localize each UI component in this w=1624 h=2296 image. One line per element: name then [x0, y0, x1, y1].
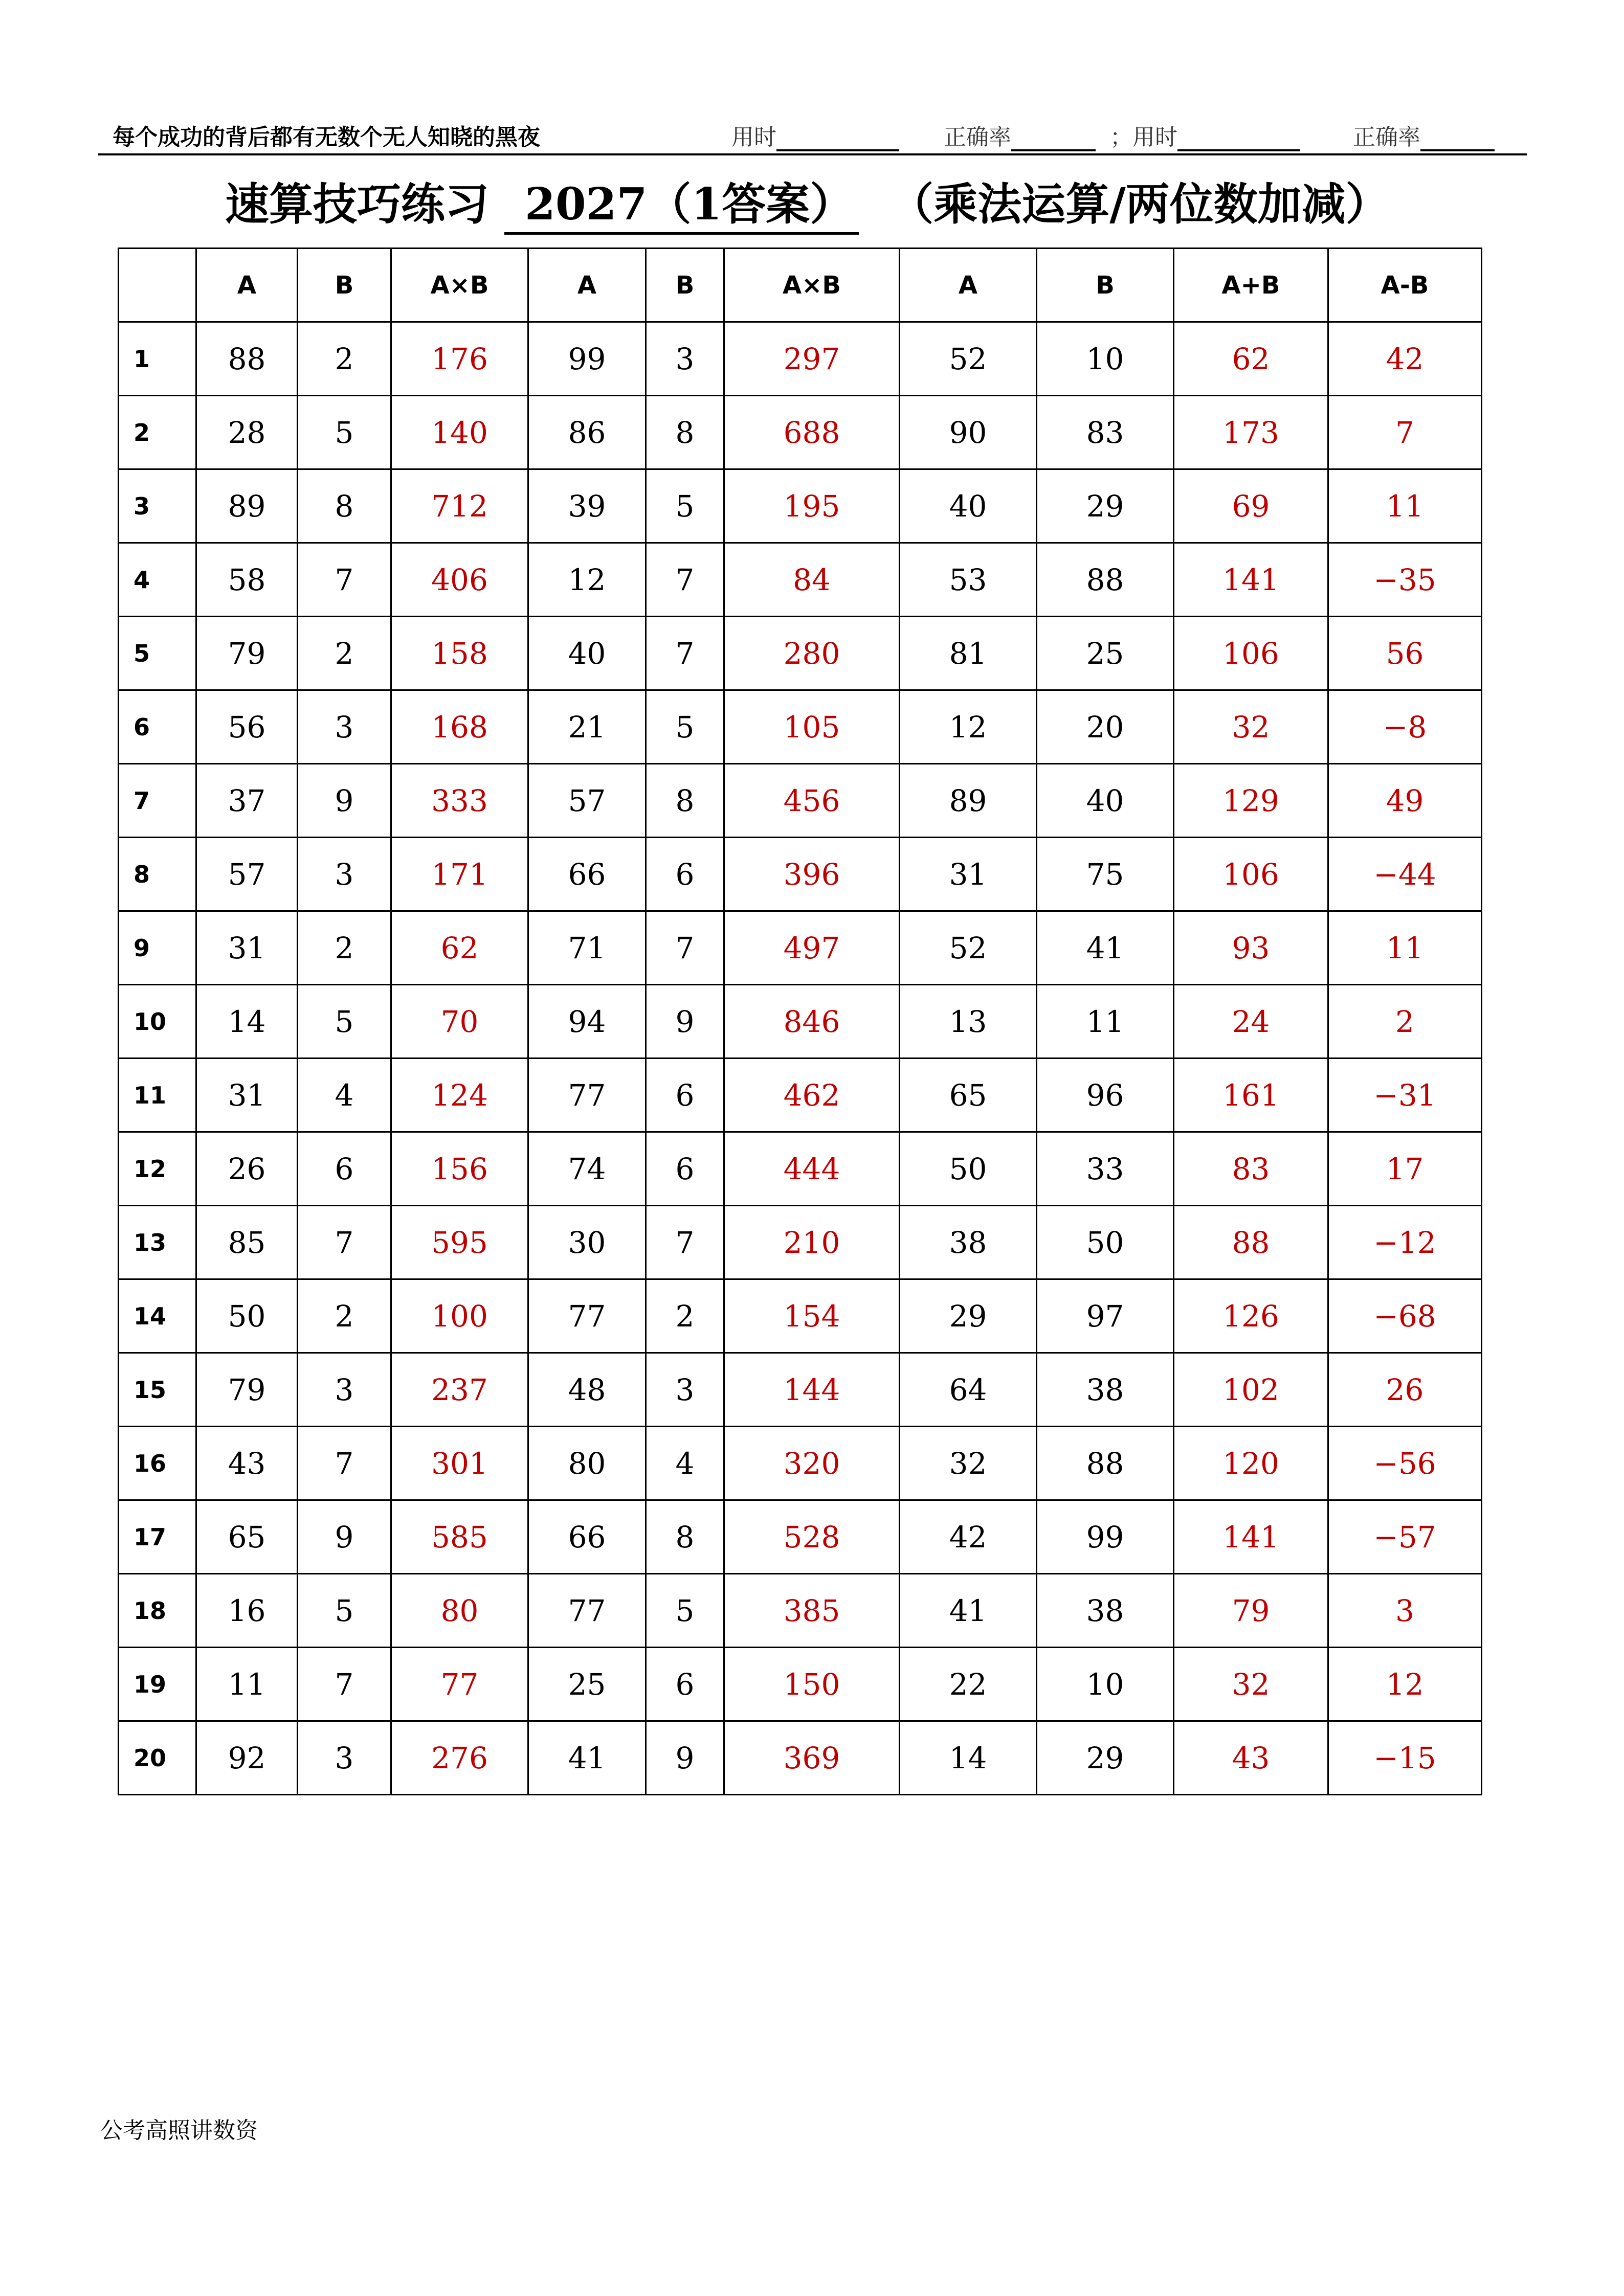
operand-b-cell: 8 [298, 469, 391, 543]
operand-a-cell: 14 [196, 985, 298, 1059]
operand-b-cell: 99 [1037, 1500, 1174, 1574]
title-main: 速算技巧练习 [225, 178, 489, 230]
row-index-cell: 15 [119, 1353, 196, 1427]
operand-b-cell: 7 [298, 1206, 391, 1279]
operand-b-cell: 29 [1037, 469, 1174, 543]
product-answer-cell: 210 [724, 1206, 900, 1279]
row-index-cell: 11 [119, 1059, 196, 1132]
operand-b-cell: 7 [646, 911, 724, 985]
operand-a-cell: 90 [900, 396, 1037, 469]
operand-a-cell: 12 [528, 543, 646, 617]
sum-answer-cell: 129 [1174, 764, 1328, 838]
title-code: 2027（1答案） [504, 169, 859, 235]
product-answer-cell: 396 [724, 838, 900, 911]
difference-answer-cell: −57 [1328, 1500, 1482, 1574]
time-field-1 [731, 119, 899, 151]
product-answer-cell: 846 [724, 985, 900, 1059]
operand-a-cell: 65 [196, 1500, 298, 1574]
time-label-2: ；用时 [1110, 124, 1177, 150]
product-answer-cell: 77 [391, 1648, 528, 1721]
table-row [119, 396, 1482, 469]
operand-b-cell: 7 [646, 1206, 724, 1279]
operand-b-cell: 4 [298, 1059, 391, 1132]
operand-b-cell: 2 [646, 1279, 724, 1353]
row-index-cell: 5 [119, 617, 196, 690]
product-answer-cell: 171 [391, 838, 528, 911]
accuracy-field-2 [1353, 119, 1495, 151]
sum-answer-cell: 141 [1174, 543, 1328, 617]
operand-a-cell: 99 [528, 322, 646, 396]
operand-b-cell: 97 [1037, 1279, 1174, 1353]
operand-a-cell: 52 [900, 322, 1037, 396]
row-index-cell: 14 [119, 1279, 196, 1353]
product-answer-cell: 237 [391, 1353, 528, 1427]
accuracy-label-2: 正确率 [1353, 124, 1420, 150]
operand-a-cell: 37 [196, 764, 298, 838]
difference-answer-cell: 11 [1328, 469, 1482, 543]
operand-a-cell: 26 [196, 1132, 298, 1206]
table-row [119, 1059, 1482, 1132]
sum-answer-cell: 62 [1174, 322, 1328, 396]
operand-b-cell: 9 [646, 1721, 724, 1795]
table-row [119, 1353, 1482, 1427]
operand-a-cell: 32 [900, 1427, 1037, 1500]
operand-b-cell: 8 [646, 764, 724, 838]
operand-a-cell: 30 [528, 1206, 646, 1279]
operand-b-cell: 10 [1037, 322, 1174, 396]
operand-a-cell: 31 [900, 838, 1037, 911]
operand-a-cell: 85 [196, 1206, 298, 1279]
row-index-cell: 9 [119, 911, 196, 985]
operand-a-cell: 43 [196, 1427, 298, 1500]
table-row [119, 690, 1482, 764]
row-index-cell: 17 [119, 1500, 196, 1574]
operand-a-cell: 28 [196, 396, 298, 469]
product-answer-cell: 595 [391, 1206, 528, 1279]
operand-b-cell: 11 [1037, 985, 1174, 1059]
operand-a-cell: 64 [900, 1353, 1037, 1427]
difference-answer-cell: −12 [1328, 1206, 1482, 1279]
operand-b-cell: 29 [1037, 1721, 1174, 1795]
product-answer-cell: 150 [724, 1648, 900, 1721]
row-index-cell: 13 [119, 1206, 196, 1279]
sum-answer-cell: 126 [1174, 1279, 1328, 1353]
product-answer-cell: 301 [391, 1427, 528, 1500]
sum-answer-cell: 106 [1174, 617, 1328, 690]
product-answer-cell: 158 [391, 617, 528, 690]
product-answer-cell: 462 [724, 1059, 900, 1132]
table-row [119, 1427, 1482, 1500]
difference-answer-cell: −8 [1328, 690, 1482, 764]
difference-answer-cell: −15 [1328, 1721, 1482, 1795]
sum-answer-cell: 79 [1174, 1574, 1328, 1648]
operand-a-cell: 48 [528, 1353, 646, 1427]
operand-b-cell: 75 [1037, 838, 1174, 911]
accuracy-blank-1[interactable] [1011, 128, 1096, 151]
time-label-1: 用时 [731, 124, 776, 150]
operand-a-cell: 29 [900, 1279, 1037, 1353]
row-index-cell: 4 [119, 543, 196, 617]
operand-b-cell: 8 [646, 396, 724, 469]
operand-a-cell: 57 [196, 838, 298, 911]
row-index-cell: 6 [119, 690, 196, 764]
page-title [225, 169, 1390, 235]
difference-answer-cell: 17 [1328, 1132, 1482, 1206]
operand-b-cell: 3 [298, 838, 391, 911]
difference-answer-cell: 26 [1328, 1353, 1482, 1427]
header-product: A×B [391, 249, 528, 322]
table-row [119, 985, 1482, 1059]
accuracy-blank-2[interactable] [1420, 128, 1495, 151]
product-answer-cell: 456 [724, 764, 900, 838]
header-difference: A-B [1328, 249, 1482, 322]
header-b: B [298, 249, 391, 322]
sum-answer-cell: 106 [1174, 838, 1328, 911]
operand-a-cell: 42 [900, 1500, 1037, 1574]
operand-a-cell: 58 [196, 543, 298, 617]
header-b: B [1037, 249, 1174, 322]
product-answer-cell: 105 [724, 690, 900, 764]
operand-a-cell: 92 [196, 1721, 298, 1795]
operand-b-cell: 3 [298, 1353, 391, 1427]
operand-b-cell: 6 [646, 1648, 724, 1721]
accuracy-field-1 [944, 119, 1096, 151]
product-answer-cell: 140 [391, 396, 528, 469]
operand-b-cell: 5 [646, 690, 724, 764]
sum-answer-cell: 161 [1174, 1059, 1328, 1132]
product-answer-cell: 276 [391, 1721, 528, 1795]
operand-a-cell: 39 [528, 469, 646, 543]
sum-answer-cell: 88 [1174, 1206, 1328, 1279]
operand-a-cell: 12 [900, 690, 1037, 764]
product-answer-cell: 688 [724, 396, 900, 469]
operand-b-cell: 5 [646, 1574, 724, 1648]
operand-b-cell: 88 [1037, 1427, 1174, 1500]
table-row [119, 543, 1482, 617]
operand-a-cell: 71 [528, 911, 646, 985]
difference-answer-cell: −35 [1328, 543, 1482, 617]
operand-b-cell: 2 [298, 322, 391, 396]
title-suffix: （乘法运算/两位数加减） [889, 178, 1390, 230]
product-answer-cell: 154 [724, 1279, 900, 1353]
operand-a-cell: 89 [900, 764, 1037, 838]
operand-b-cell: 3 [646, 1353, 724, 1427]
operand-a-cell: 77 [528, 1059, 646, 1132]
sum-answer-cell: 83 [1174, 1132, 1328, 1206]
difference-answer-cell: −31 [1328, 1059, 1482, 1132]
operand-b-cell: 5 [298, 985, 391, 1059]
operand-a-cell: 56 [196, 690, 298, 764]
time-blank-1[interactable] [776, 128, 899, 151]
difference-answer-cell: 56 [1328, 617, 1482, 690]
operand-b-cell: 5 [298, 1574, 391, 1648]
operand-b-cell: 2 [298, 617, 391, 690]
operand-b-cell: 5 [646, 469, 724, 543]
operand-a-cell: 79 [196, 1353, 298, 1427]
operand-b-cell: 7 [646, 543, 724, 617]
header-a: A [196, 249, 298, 322]
operand-b-cell: 88 [1037, 543, 1174, 617]
operand-b-cell: 25 [1037, 617, 1174, 690]
difference-answer-cell: −44 [1328, 838, 1482, 911]
difference-answer-cell: 3 [1328, 1574, 1482, 1648]
operand-b-cell: 7 [646, 617, 724, 690]
product-answer-cell: 712 [391, 469, 528, 543]
row-index-cell: 10 [119, 985, 196, 1059]
operand-a-cell: 41 [528, 1721, 646, 1795]
operand-b-cell: 6 [646, 1132, 724, 1206]
motto-text: 每个成功的背后都有无数个无人知晓的黑夜 [113, 124, 540, 150]
operand-a-cell: 57 [528, 764, 646, 838]
header-b: B [646, 249, 724, 322]
sum-answer-cell: 24 [1174, 985, 1328, 1059]
operand-b-cell: 7 [298, 1648, 391, 1721]
operand-a-cell: 88 [196, 322, 298, 396]
operand-a-cell: 80 [528, 1427, 646, 1500]
operand-b-cell: 33 [1037, 1132, 1174, 1206]
operand-a-cell: 89 [196, 469, 298, 543]
operand-a-cell: 40 [900, 469, 1037, 543]
operand-a-cell: 77 [528, 1279, 646, 1353]
difference-answer-cell: −56 [1328, 1427, 1482, 1500]
operand-a-cell: 53 [900, 543, 1037, 617]
row-index-cell: 19 [119, 1648, 196, 1721]
difference-answer-cell: 7 [1328, 396, 1482, 469]
product-answer-cell: 369 [724, 1721, 900, 1795]
header-a: A [900, 249, 1037, 322]
sum-answer-cell: 43 [1174, 1721, 1328, 1795]
sum-answer-cell: 141 [1174, 1500, 1328, 1574]
header-a: A [528, 249, 646, 322]
footer-text: 公考高照讲数资 [100, 2118, 258, 2144]
operand-b-cell: 3 [646, 322, 724, 396]
row-index-cell: 1 [119, 322, 196, 396]
row-index-cell: 7 [119, 764, 196, 838]
table-row [119, 1279, 1482, 1353]
table-row [119, 1132, 1482, 1206]
operand-a-cell: 52 [900, 911, 1037, 985]
operand-b-cell: 6 [298, 1132, 391, 1206]
product-answer-cell: 80 [391, 1574, 528, 1648]
row-index-cell: 20 [119, 1721, 196, 1795]
operand-b-cell: 40 [1037, 764, 1174, 838]
table-header-row [119, 249, 1482, 322]
product-answer-cell: 528 [724, 1500, 900, 1574]
product-answer-cell: 385 [724, 1574, 900, 1648]
operand-a-cell: 21 [528, 690, 646, 764]
sum-answer-cell: 32 [1174, 1648, 1328, 1721]
product-answer-cell: 144 [724, 1353, 900, 1427]
operand-b-cell: 7 [298, 543, 391, 617]
row-index-cell: 8 [119, 838, 196, 911]
table-row [119, 764, 1482, 838]
product-answer-cell: 84 [724, 543, 900, 617]
operand-a-cell: 79 [196, 617, 298, 690]
product-answer-cell: 124 [391, 1059, 528, 1132]
accuracy-label-1: 正确率 [944, 124, 1011, 150]
operand-b-cell: 3 [298, 690, 391, 764]
table-row [119, 1500, 1482, 1574]
difference-answer-cell: 42 [1328, 322, 1482, 396]
product-answer-cell: 497 [724, 911, 900, 985]
product-answer-cell: 585 [391, 1500, 528, 1574]
difference-answer-cell: 49 [1328, 764, 1482, 838]
table-row [119, 322, 1482, 396]
operand-a-cell: 50 [196, 1279, 298, 1353]
product-answer-cell: 100 [391, 1279, 528, 1353]
operand-a-cell: 74 [528, 1132, 646, 1206]
operand-b-cell: 96 [1037, 1059, 1174, 1132]
operand-a-cell: 13 [900, 985, 1037, 1059]
operand-a-cell: 40 [528, 617, 646, 690]
operand-b-cell: 8 [646, 1500, 724, 1574]
operand-a-cell: 81 [900, 617, 1037, 690]
sum-answer-cell: 69 [1174, 469, 1328, 543]
row-index-cell: 12 [119, 1132, 196, 1206]
product-answer-cell: 297 [724, 322, 900, 396]
sum-answer-cell: 32 [1174, 690, 1328, 764]
operand-b-cell: 9 [646, 985, 724, 1059]
time-field-2 [1110, 119, 1300, 151]
header-sum: A+B [1174, 249, 1328, 322]
operand-b-cell: 9 [298, 764, 391, 838]
operand-a-cell: 50 [900, 1132, 1037, 1206]
table-row [119, 1574, 1482, 1648]
row-index-cell: 3 [119, 469, 196, 543]
operand-a-cell: 11 [196, 1648, 298, 1721]
product-answer-cell: 70 [391, 985, 528, 1059]
product-answer-cell: 62 [391, 911, 528, 985]
operand-a-cell: 25 [528, 1648, 646, 1721]
time-blank-2[interactable] [1177, 128, 1300, 151]
sum-answer-cell: 93 [1174, 911, 1328, 985]
practice-table [118, 247, 1482, 1795]
product-answer-cell: 444 [724, 1132, 900, 1206]
operand-a-cell: 31 [196, 911, 298, 985]
operand-b-cell: 2 [298, 911, 391, 985]
table-row [119, 1648, 1482, 1721]
operand-a-cell: 38 [900, 1206, 1037, 1279]
operand-b-cell: 38 [1037, 1574, 1174, 1648]
table-row [119, 617, 1482, 690]
difference-answer-cell: 12 [1328, 1648, 1482, 1721]
operand-b-cell: 6 [646, 838, 724, 911]
product-answer-cell: 168 [391, 690, 528, 764]
operand-b-cell: 9 [298, 1500, 391, 1574]
table-row [119, 838, 1482, 911]
operand-b-cell: 10 [1037, 1648, 1174, 1721]
operand-b-cell: 38 [1037, 1353, 1174, 1427]
operand-b-cell: 41 [1037, 911, 1174, 985]
operand-b-cell: 20 [1037, 690, 1174, 764]
operand-a-cell: 14 [900, 1721, 1037, 1795]
operand-b-cell: 50 [1037, 1206, 1174, 1279]
operand-b-cell: 3 [298, 1721, 391, 1795]
difference-answer-cell: 11 [1328, 911, 1482, 985]
operand-a-cell: 94 [528, 985, 646, 1059]
operand-b-cell: 2 [298, 1279, 391, 1353]
operand-b-cell: 4 [646, 1427, 724, 1500]
operand-b-cell: 6 [646, 1059, 724, 1132]
operand-a-cell: 22 [900, 1648, 1037, 1721]
table-row [119, 1206, 1482, 1279]
difference-answer-cell: 2 [1328, 985, 1482, 1059]
sum-answer-cell: 173 [1174, 396, 1328, 469]
sum-answer-cell: 120 [1174, 1427, 1328, 1500]
row-index-cell: 16 [119, 1427, 196, 1500]
operand-a-cell: 66 [528, 1500, 646, 1574]
product-answer-cell: 195 [724, 469, 900, 543]
operand-a-cell: 16 [196, 1574, 298, 1648]
product-answer-cell: 280 [724, 617, 900, 690]
product-answer-cell: 333 [391, 764, 528, 838]
operand-b-cell: 83 [1037, 396, 1174, 469]
table-row [119, 469, 1482, 543]
product-answer-cell: 320 [724, 1427, 900, 1500]
table-row [119, 911, 1482, 985]
table-row [119, 1721, 1482, 1795]
operand-a-cell: 66 [528, 838, 646, 911]
header-product: A×B [724, 249, 900, 322]
operand-a-cell: 31 [196, 1059, 298, 1132]
row-index-cell: 18 [119, 1574, 196, 1648]
header-index [119, 249, 196, 322]
operand-b-cell: 7 [298, 1427, 391, 1500]
product-answer-cell: 176 [391, 322, 528, 396]
row-index-cell: 2 [119, 396, 196, 469]
operand-a-cell: 41 [900, 1574, 1037, 1648]
operand-a-cell: 86 [528, 396, 646, 469]
sum-answer-cell: 102 [1174, 1353, 1328, 1427]
operand-b-cell: 5 [298, 396, 391, 469]
product-answer-cell: 156 [391, 1132, 528, 1206]
operand-a-cell: 65 [900, 1059, 1037, 1132]
operand-a-cell: 77 [528, 1574, 646, 1648]
product-answer-cell: 406 [391, 543, 528, 617]
difference-answer-cell: −68 [1328, 1279, 1482, 1353]
